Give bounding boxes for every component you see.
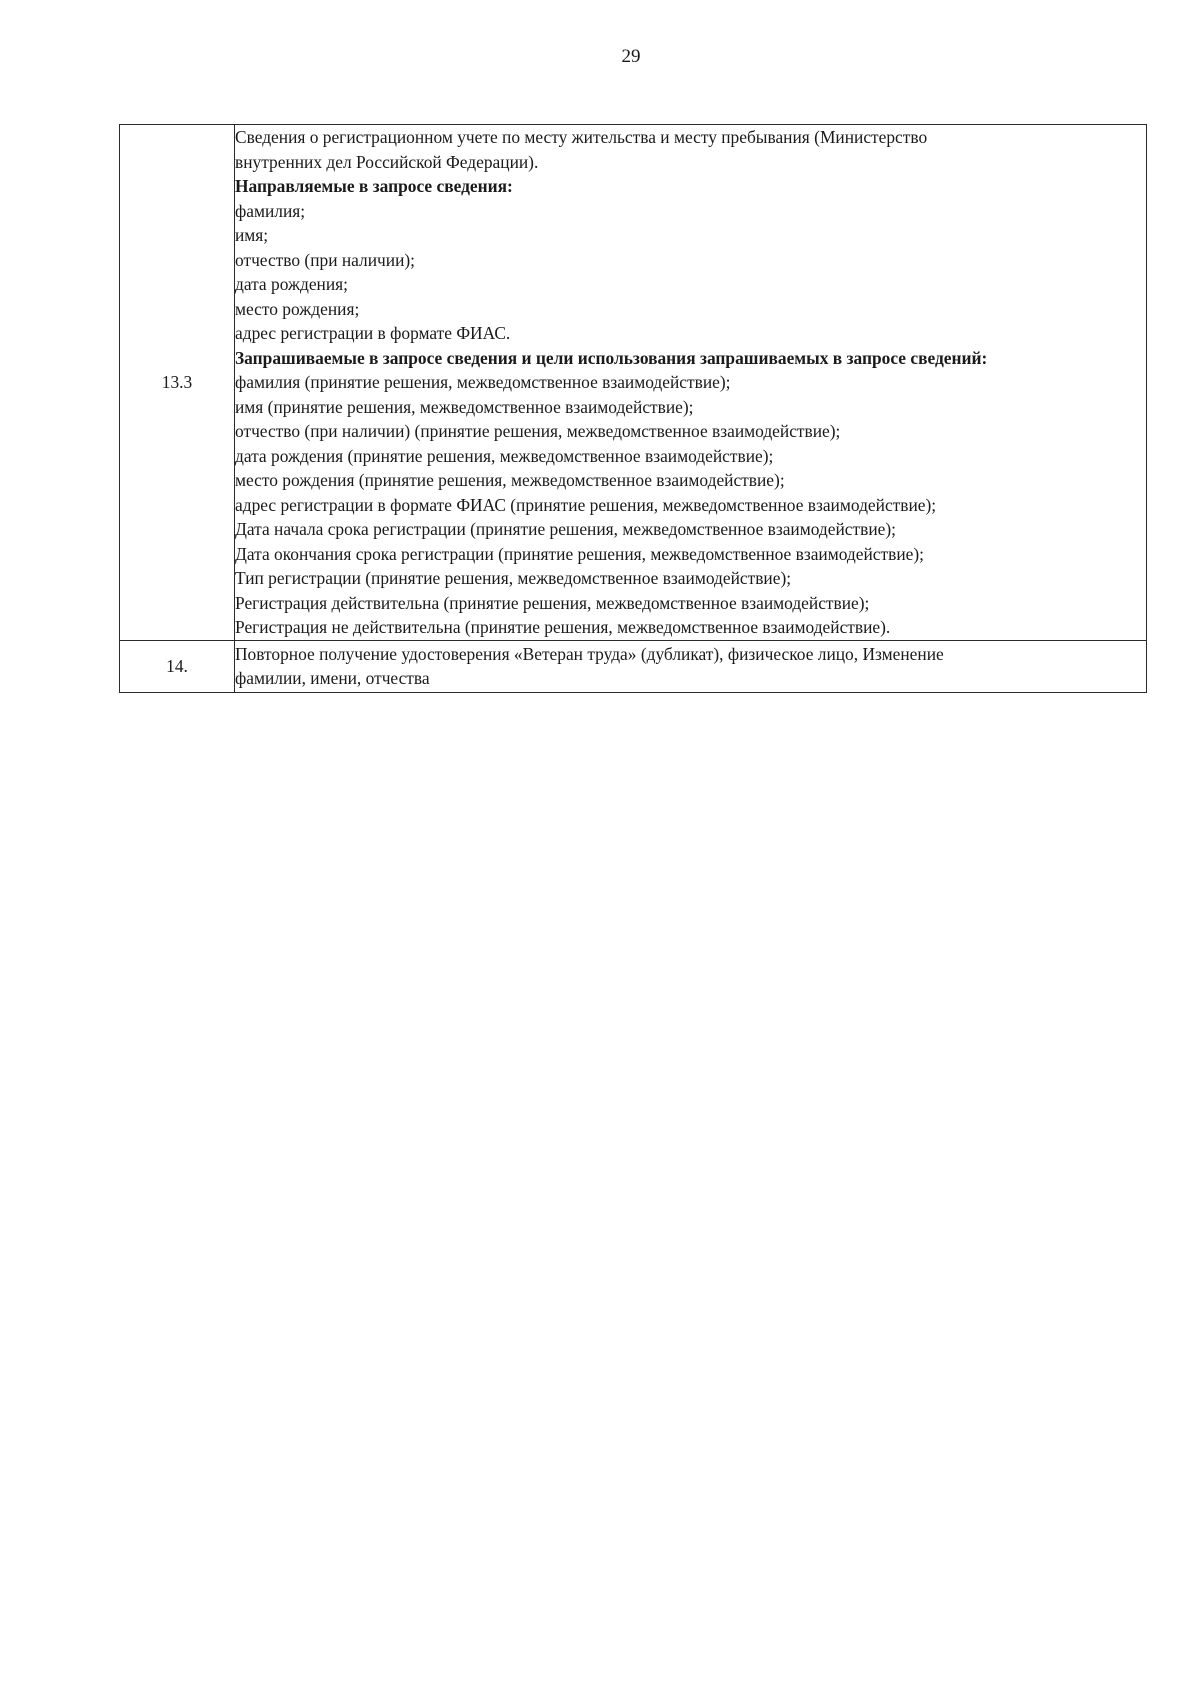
content-line: дата рождения (принятие решения, межведомственное взаимодействие); bbox=[235, 445, 774, 466]
content-line: место рождения; bbox=[235, 298, 360, 319]
content-line: адрес регистрации в формате ФИАС (принятие решения, межведомственное взаимодействие); bbox=[235, 494, 937, 515]
row-number-cell: 14. bbox=[120, 640, 235, 692]
content-line: адрес регистрации в формате ФИАС. bbox=[235, 323, 511, 343]
section-heading: Запрашиваемые в запросе сведения и цели использования запрашиваемых в запросе сведений: bbox=[235, 347, 988, 368]
content-line: Регистрация не действительна (принятие решения, межведомственное взаимодействие). bbox=[235, 617, 891, 637]
page-number: 29 bbox=[621, 46, 641, 67]
content-line: фамилии, имени, отчества bbox=[235, 668, 430, 688]
content-line: фамилия (принятие решения, межведомственное взаимодействие); bbox=[235, 372, 731, 392]
content-line: имя; bbox=[235, 225, 269, 245]
content-line: дата рождения; bbox=[235, 274, 348, 294]
content-line: Дата окончания срока регистрации (принятие решения, межведомственное взаимодействие); bbox=[235, 543, 924, 564]
content-line: Регистрация действительна (принятие решения, межведомственное взаимодействие); bbox=[235, 592, 870, 613]
row-content-cell bbox=[235, 640, 1147, 692]
section-heading: Направляемые в запросе сведения: bbox=[235, 176, 513, 196]
table-row bbox=[120, 640, 1147, 692]
row-content-cell bbox=[235, 125, 1147, 641]
content-line: имя (принятие решения, межведомственное взаимодействие); bbox=[235, 396, 694, 417]
content-line: Тип регистрации (принятие решения, межведомственное взаимодействие); bbox=[235, 568, 792, 588]
content-line: отчество (при наличии) (принятие решения, межведомственное взаимодействие); bbox=[235, 421, 841, 441]
table-row bbox=[120, 125, 1147, 641]
content-line: Повторное получение удостоверения «Ветеран труда» (дубликат), физическое лицо, Изменение bbox=[235, 643, 944, 664]
content-line: Дата начала срока регистрации (принятие решения, межведомственное взаимодействие); bbox=[235, 519, 896, 539]
document-table bbox=[119, 124, 1147, 693]
content-line: место рождения (принятие решения, межведомственное взаимодействие); bbox=[235, 470, 785, 490]
content-line: отчество (при наличии); bbox=[235, 249, 416, 270]
content-line: внутренних дел Российской Федерации). bbox=[235, 151, 539, 172]
content-line: фамилия; bbox=[235, 200, 306, 221]
row-number-cell: 13.3 bbox=[120, 125, 235, 641]
content-line: Сведения о регистрационном учете по месту жительства и месту пребывания (Министерство bbox=[235, 127, 928, 147]
